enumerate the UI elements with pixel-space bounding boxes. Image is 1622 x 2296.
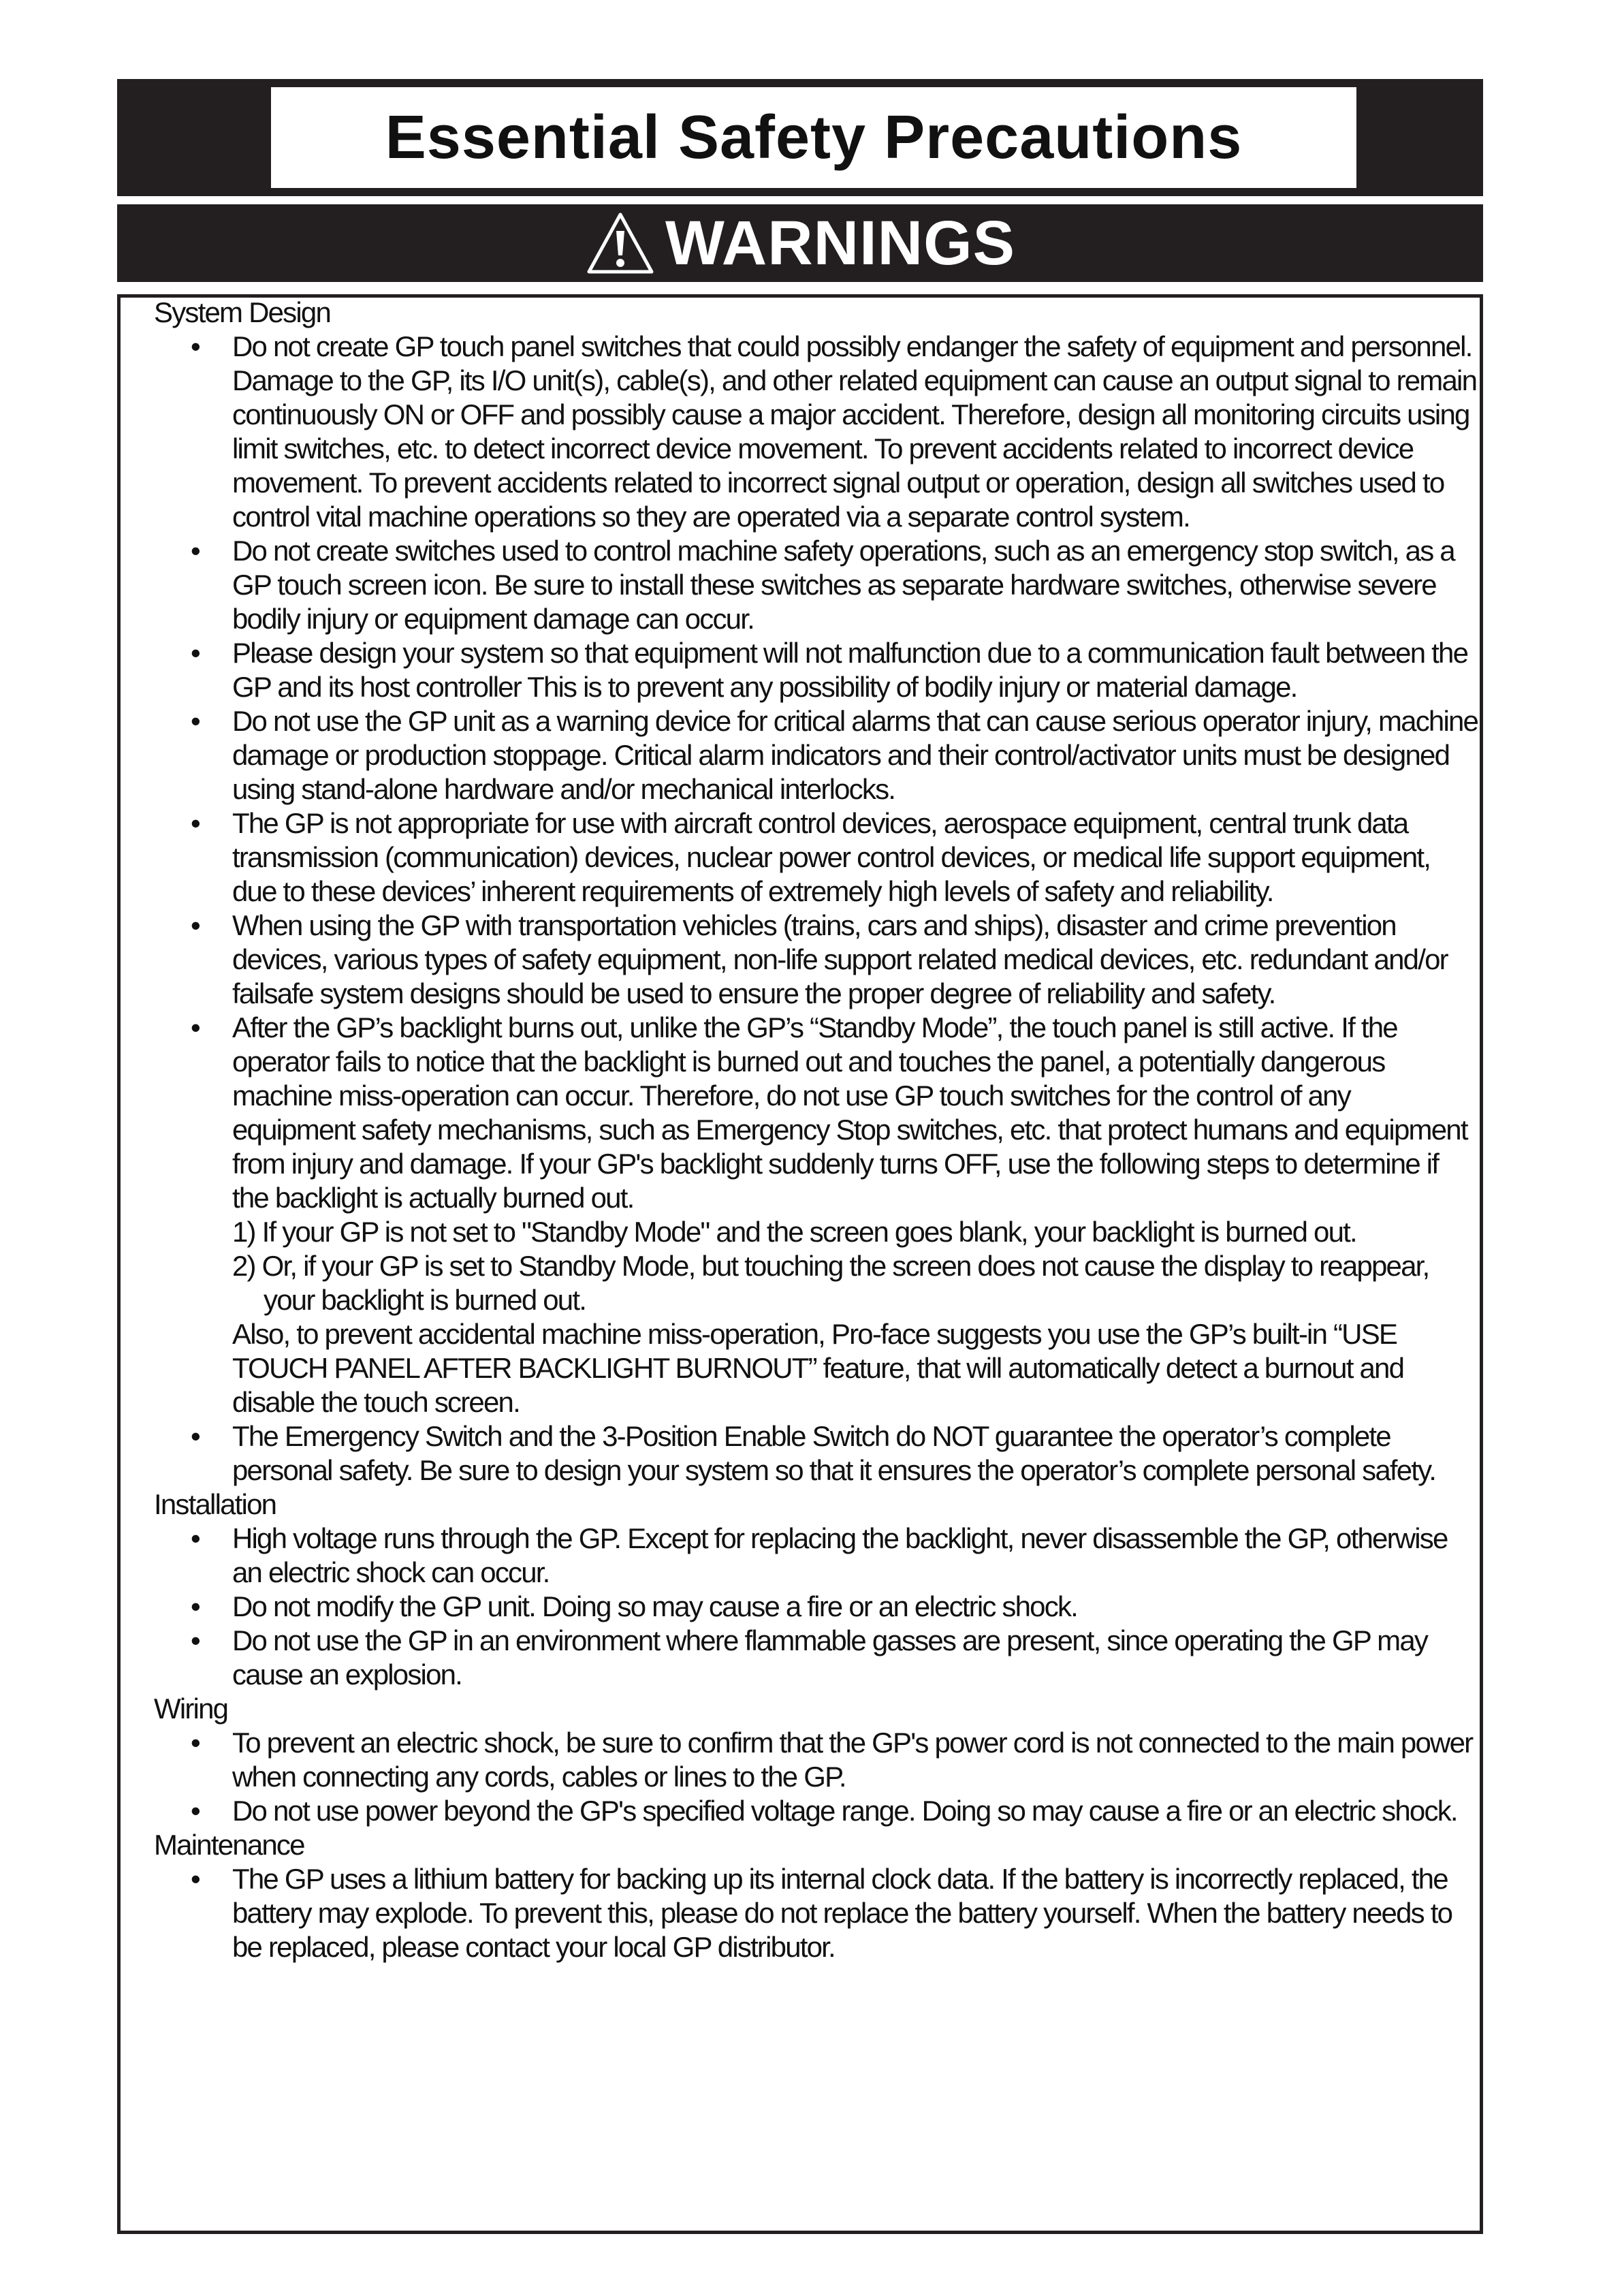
section-heading: Wiring <box>154 1693 228 1725</box>
list-item-text: The GP is not appropriate for use with aircraft control devices, aerospace equipment, central trunk data transmission (communication) devices, nuclear power control devices, or medical life support equipment, due to these devices’ inherent requirements of extremely high levels of safety and reliability. <box>232 807 1431 907</box>
bullet-icon: • <box>191 705 200 737</box>
list-item-text: Do not create GP touch panel switches that could possibly endanger the safety of equipment and personnel. Damage to the GP, its I/O unit(s), cable(s), and other related equipment can cause an output signal to remain continuously ON or OFF and possibly cause a major accident. Therefore, design all monitoring circuits using limit switches, etc. to detect incorrect device movement. To prevent accidents related to incorrect device movement. To prevent accidents related to incorrect signal output or operation, design all switches used to control vital machine operations so they are operated via a separate control system. <box>232 330 1477 533</box>
bullet-icon: • <box>191 1522 200 1554</box>
list-item-text: When using the GP with transportation vehicles (trains, cars and ships), disaster and crime prevention devices, various types of safety equipment, non-life support related medical devices, etc. redundant and/or failsafe system designs should be used to ensure the proper degree of reliability and safety. <box>232 909 1448 1009</box>
list-item <box>154 1419 1479 1488</box>
bullet-icon: • <box>191 330 200 362</box>
section-heading: Maintenance <box>154 1829 304 1861</box>
section-installation <box>154 1488 1479 1692</box>
list-item-text: To prevent an electric shock, be sure to confirm that the GP's power cord is not connected to the main power when connecting any cords, cables or lines to the GP. <box>232 1727 1473 1793</box>
list-item <box>154 909 1479 1011</box>
bullet-icon: • <box>191 807 200 839</box>
bullet-icon: • <box>191 535 200 567</box>
section-system-design <box>154 296 1479 1488</box>
list-item-text: Do not create switches used to control machine safety operations, such as an emergency stop switch, as a GP touch screen icon. Be sure to install these switches as separate hardware switches, otherwise severe bodily injury or equipment damage can occur. <box>232 535 1454 635</box>
section-maintenance <box>154 1828 1479 1964</box>
exclamation-triangle-icon <box>585 210 656 276</box>
bullet-icon: • <box>191 1590 200 1622</box>
bullet-icon: • <box>191 1011 200 1043</box>
bullet-icon: • <box>191 637 200 669</box>
list-item <box>154 1011 1479 1419</box>
list-item-text: Do not use the GP in an environment where flammable gasses are present, since operating the GP may cause an explosion. <box>232 1624 1428 1690</box>
bullet-icon: • <box>191 909 200 941</box>
list-item <box>154 1862 1479 1964</box>
list-item <box>154 1726 1479 1794</box>
list-item-text: Please design your system so that equipment will not malfunction due to a communication fault between the GP and its host controller This is to prevent any possibility of bodily injury or material damage. <box>232 637 1468 703</box>
title-box <box>271 87 1356 188</box>
list-item-text: Do not modify the GP unit. Doing so may cause a fire or an electric shock. <box>232 1590 1078 1622</box>
section-heading: Installation <box>154 1488 276 1520</box>
list-item <box>154 1590 1479 1624</box>
section-heading: System Design <box>154 296 331 328</box>
warnings-label: WARNINGS <box>665 208 1015 278</box>
list-item-text: After the GP’s backlight burns out, unlike the GP’s “Standby Mode”, the touch panel is still active. If the operator fails to notice that the backlight is burned out and touches the panel, a potentially dangerous machine miss-operation can occur. Therefore, do not use GP touch switches for the control of any equipment safety mechanisms, such as Emergency Stop switches, etc. that protect humans and equipment from injury and damage. If your GP's backlight suddenly turns OFF, use the following steps to determine if the backlight is actually burned out. <box>232 1011 1467 1214</box>
bullet-icon: • <box>191 1420 200 1452</box>
list-item-text: The Emergency Switch and the 3-Position Enable Switch do NOT guarantee the operator’s complete personal safety. Be sure to design your system so that it ensures the operator’s complete personal safety. <box>232 1420 1436 1486</box>
list-item <box>154 330 1479 534</box>
list-item <box>154 636 1479 704</box>
list-item-text-continued: Also, to prevent accidental machine miss-operation, Pro-face suggests you use the GP’s built-in “USE TOUCH PANEL AFTER BACKLIGHT BURNOUT” feature, that will automatically detect a burnout and disable the touch screen. <box>232 1318 1404 1418</box>
list-item <box>154 1522 1479 1590</box>
bullet-icon: • <box>191 1727 200 1759</box>
backlight-check-step-1: 1) If your GP is not set to "Standby Mode" and the screen goes blank, your backlight is burned out. <box>232 1216 1356 1248</box>
list-item <box>154 1624 1479 1692</box>
bullet-icon: • <box>191 1624 200 1656</box>
list-item-text: The GP uses a lithium battery for backing up its internal clock data. If the battery is incorrectly replaced, the battery may explode. To prevent this, please do not replace the battery yourself. When the battery needs to be replaced, please contact your local GP distributor. <box>232 1863 1452 1963</box>
list-item <box>154 534 1479 636</box>
backlight-check-step-2: 2) Or, if your GP is set to Standby Mode, but touching the screen does not cause the display to reappear, your backlight is burned out. <box>232 1250 1429 1316</box>
page-title: Essential Safety Precautions <box>385 103 1243 172</box>
section-wiring <box>154 1692 1479 1828</box>
list-item <box>154 1794 1479 1828</box>
warnings-banner <box>117 204 1483 282</box>
list-item-text: Do not use the GP unit as a warning device for critical alarms that can cause serious operator injury, machine damage or production stoppage. Critical alarm indicators and their control/activator units must be designed using stand-alone hardware and/or mechanical interlocks. <box>232 705 1478 805</box>
list-item-text: Do not use power beyond the GP's specified voltage range. Doing so may cause a fire or an electric shock. <box>232 1795 1457 1827</box>
list-item-text: High voltage runs through the GP. Except for replacing the backlight, never disassemble the GP, otherwise an electric shock can occur. <box>232 1522 1448 1588</box>
bullet-icon: • <box>191 1863 200 1895</box>
list-item <box>154 806 1479 909</box>
bullet-icon: • <box>191 1795 200 1827</box>
warnings-content <box>154 296 1479 1964</box>
list-item <box>154 704 1479 806</box>
